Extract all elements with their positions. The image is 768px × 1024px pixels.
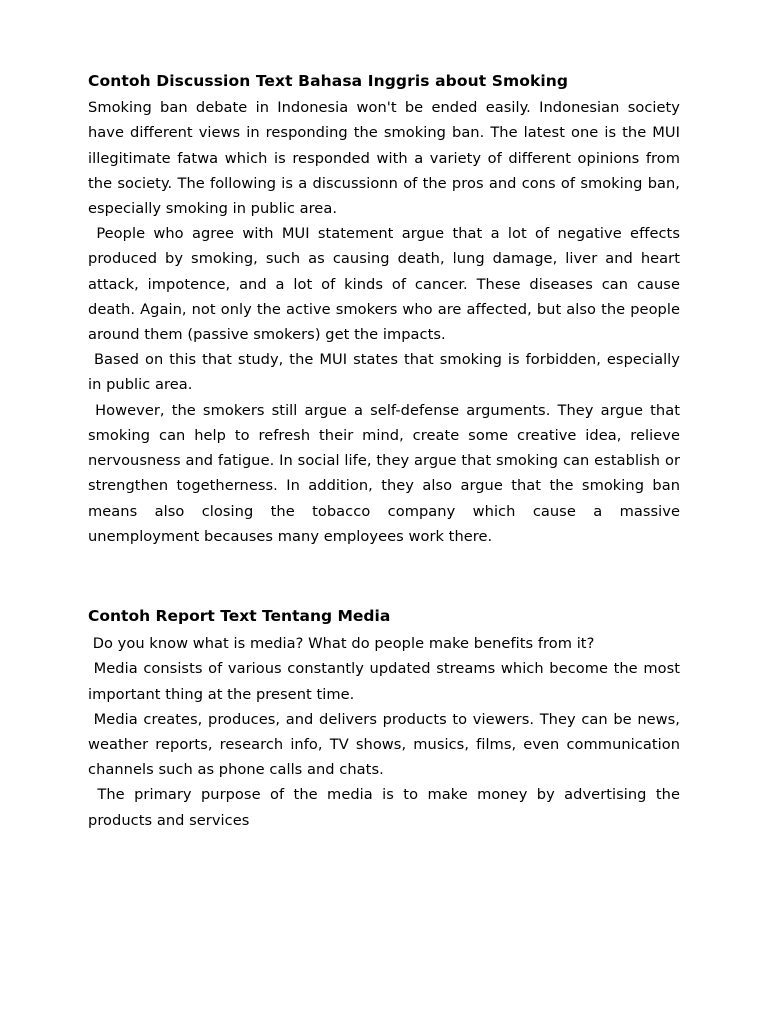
paragraph-media-2: Media consists of various constantly updated streams which become the most important thing at the present time. [88, 660, 680, 703]
paragraph-smoking-1: Smoking ban debate in Indonesia won't be ended easily. Indonesian society have different views in responding the smoking ban. The latest one is the MUI illegitimate fatwa which is responded with a variety of different opinions from the society. The following is a discussionn of the pros and cons of smoking ban, especially smoking in public area. [88, 99, 680, 218]
paragraph-smoking-2: People who agree with MUI statement argue that a lot of negative effects produced by smoking, such as causing death, lung damage, liver and heart attack, impotence, and a lot of kinds of cancer. These diseases can cause death. Again, not only the active smokers who are affected, but also the people around them (passive smokers) get the impacts. [88, 225, 680, 344]
paragraph-media-1: Do you know what is media? What do people make benefits from it? [92, 635, 595, 653]
paragraph-smoking-3: Based on this that study, the MUI states that smoking is forbidden, especially in public area. [88, 351, 680, 394]
section-heading-media: Contoh Report Text Tentang Media [88, 606, 391, 625]
paragraph-media-3: Media creates, produces, and delivers products to viewers. They can be news, weather reports, research info, TV shows, musics, films, even communication channels such as phone calls and chats. [88, 710, 680, 779]
paragraph-smoking-4: However, the smokers still argue a self-defense arguments. They argue that smoking can help to refresh their mind, create some creative idea, relieve nervousness and fatigue. In social life, they argue that smoking can establish or strengthen togetherness. In addition, they also argue that the smoking ban means also closing the tobacco company which cause a massive unemployment becauses many employees work there. [88, 401, 680, 545]
document-body [88, 70, 680, 833]
paragraph-media-4: The primary purpose of the media is to make money by advertising the products and services [88, 786, 680, 829]
section-spacer [88, 549, 680, 605]
section-heading-smoking: Contoh Discussion Text Bahasa Inggris about Smoking [88, 72, 569, 90]
